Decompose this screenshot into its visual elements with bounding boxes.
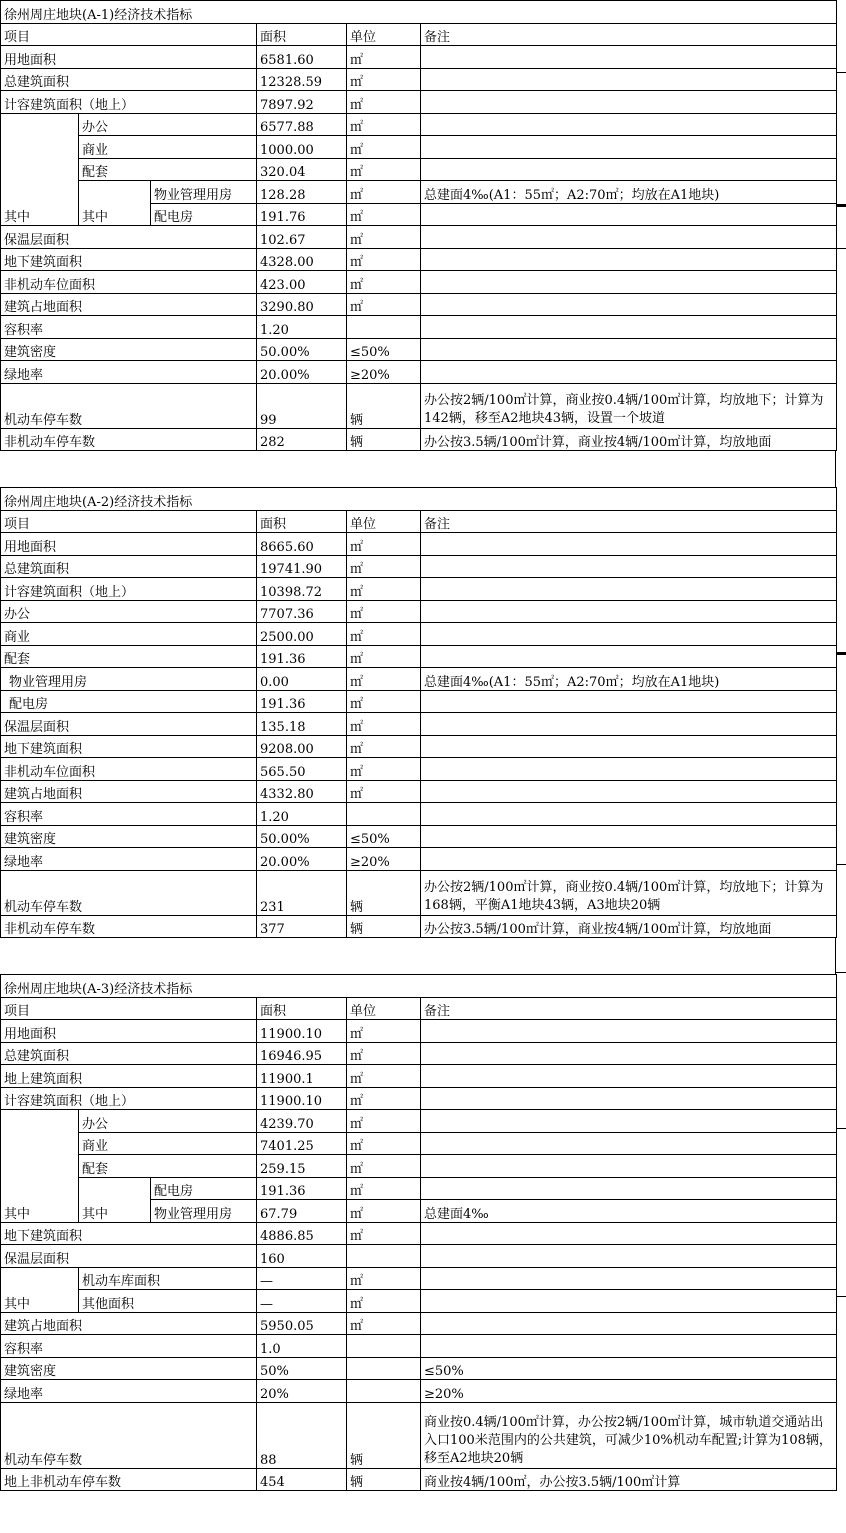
table-title: 徐州周庄地块(A-2)经济技术指标: [1, 488, 837, 511]
table-a2: [0, 487, 837, 938]
table-row: 计容建筑面积（地上） 7897.92 ㎡: [1, 91, 837, 114]
table-row: 商业 2500.00 ㎡: [1, 623, 837, 646]
header-area: 面积: [257, 23, 347, 46]
table-row: 商业 1000.00 ㎡: [1, 136, 837, 159]
edge-tick: [836, 248, 846, 249]
table-row: 其中 办公 4239.70 ㎡: [1, 1110, 837, 1133]
table-row: 其他面积 — ㎡: [1, 1290, 837, 1313]
table-a3: [0, 974, 837, 1491]
table-row: 地上非机动车停车数 454 辆 商业按4辆/100㎡，办公按3.5辆/100㎡计算: [1, 1468, 837, 1491]
table-row: 绿地率 20.00% ≥20%: [1, 361, 837, 384]
table-row: 建筑密度 50.00% ≤50%: [1, 825, 837, 848]
header-item: 项目: [1, 997, 257, 1020]
table-row: 绿地率 20% ≥20%: [1, 1380, 837, 1403]
table-row: 机动车停车数 88 辆 商业按0.4辆/100㎡计算，办公按2辆/100㎡计算，城市轨道交通站出入口100米范围内的公共建筑，可减少10%机动车配置;计算为108辆，移至A2地块20辆: [1, 1402, 837, 1468]
table-row: 物业管理用房 0.00 ㎡ 总建面4‰(A1：55㎡；A2:70㎡；均放在A1地块): [1, 668, 837, 691]
table-row: 总建筑面积 19741.90 ㎡: [1, 555, 837, 578]
table-row: 保温层面积 135.18 ㎡: [1, 713, 837, 736]
table-row: 其中 办公 6577.88 ㎡: [1, 113, 837, 136]
header-row: [1, 510, 837, 533]
edge-tick: [836, 1296, 846, 1297]
table-row: 用地面积 8665.60 ㎡: [1, 533, 837, 556]
header-note: 备注: [421, 997, 837, 1020]
header-row: [1, 997, 837, 1020]
table-row: 建筑占地面积 4332.80 ㎡: [1, 780, 837, 803]
table-row: 配套 320.04 ㎡: [1, 158, 837, 181]
table-row: 计容建筑面积（地上） 10398.72 ㎡: [1, 578, 837, 601]
table-row: 保温层面积 102.67 ㎡: [1, 226, 837, 249]
table-row: 商业 7401.25 ㎡: [1, 1132, 837, 1155]
header-note: 备注: [421, 23, 837, 46]
table-row: 地下建筑面积 9208.00 ㎡: [1, 735, 837, 758]
header-unit: 单位: [347, 23, 421, 46]
header-item: 项目: [1, 23, 257, 46]
table-row: 容积率 1.20: [1, 316, 837, 339]
table-row: 用地面积 11900.10 ㎡: [1, 1020, 837, 1043]
table-row: 计容建筑面积（地上） 11900.10 ㎡: [1, 1087, 837, 1110]
header-item: 项目: [1, 510, 257, 533]
table-row: 配电房 191.76 ㎡: [1, 203, 837, 226]
table-row: 容积率 1.0: [1, 1335, 837, 1358]
header-row: [1, 23, 837, 46]
edge-tick: [836, 864, 846, 865]
table-row: 容积率 1.20: [1, 803, 837, 826]
table-row: 建筑密度 50% ≤50%: [1, 1357, 837, 1380]
header-area: 面积: [257, 997, 347, 1020]
table-row: 地下建筑面积 4328.00 ㎡: [1, 248, 837, 271]
table-row: 配套 191.36 ㎡: [1, 645, 837, 668]
table-row: 保温层面积 160: [1, 1245, 837, 1268]
table-row: 其中 物业管理用房 128.28 ㎡ 总建面4‰(A1：55㎡；A2:70㎡；均放在A1地块): [1, 181, 837, 204]
table-title: 徐州周庄地块(A-1)经济技术指标: [1, 1, 837, 24]
table-row: 非机动车位面积 565.50 ㎡: [1, 758, 837, 781]
header-area: 面积: [257, 510, 347, 533]
table-row: 配电房 191.36 ㎡: [1, 690, 837, 713]
table-row: 建筑占地面积 3290.80 ㎡: [1, 293, 837, 316]
section-gap: [0, 938, 836, 974]
group-label: 其中: [79, 1177, 151, 1222]
group-label: 其中: [1, 1110, 79, 1223]
table-row: 机动车停车数 99 辆 办公按2辆/100㎡计算，商业按0.4辆/100㎡计算，均放地下；计算为142辆，移至A2地块43辆，设置一个坡道: [1, 383, 837, 428]
edge-tick: [836, 72, 846, 73]
edge-tick: [836, 204, 846, 207]
table-row: 用地面积 6581.60 ㎡: [1, 46, 837, 69]
table-row: 机动车停车数 231 辆 办公按2辆/100㎡计算，商业按0.4辆/100㎡计算，均放地下；计算为168辆，平衡A1地块43辆，A3地块20辆: [1, 870, 837, 915]
header-unit: 单位: [347, 997, 421, 1020]
table-row: 非机动车位面积 423.00 ㎡: [1, 271, 837, 294]
group-label: 其中: [79, 181, 151, 226]
table-row: 其中 机动车库面积 — ㎡: [1, 1267, 837, 1290]
table-row: 物业管理用房 67.79 ㎡ 总建面4‰: [1, 1200, 837, 1223]
edge-tick: [836, 1128, 846, 1129]
section-gap: [0, 451, 836, 487]
table-row: 配套 259.15 ㎡: [1, 1155, 837, 1178]
table-row: 非机动车停车数 377 辆 办公按3.5辆/100㎡计算，商业按4辆/100㎡计算，均放地面: [1, 915, 837, 938]
table-title: 徐州周庄地块(A-3)经济技术指标: [1, 975, 837, 998]
table-row: 其中 配电房 191.36 ㎡: [1, 1177, 837, 1200]
table-row: 总建筑面积 16946.95 ㎡: [1, 1042, 837, 1065]
table-row: 建筑占地面积 5950.05 ㎡: [1, 1312, 837, 1335]
table-row: 地下建筑面积 4886.85 ㎡: [1, 1222, 837, 1245]
group-label: 其中: [1, 1267, 79, 1312]
table-row: 总建筑面积 12328.59 ㎡: [1, 68, 837, 91]
table-row: 绿地率 20.00% ≥20%: [1, 848, 837, 871]
table-row: 办公 7707.36 ㎡: [1, 600, 837, 623]
table-a1: [0, 0, 837, 451]
header-note: 备注: [421, 510, 837, 533]
header-unit: 单位: [347, 510, 421, 533]
group-label: 其中: [1, 113, 79, 226]
table-row: 非机动车停车数 282 辆 办公按3.5辆/100㎡计算，商业按4辆/100㎡计算，均放地面: [1, 428, 837, 451]
table-row: 建筑密度 50.00% ≤50%: [1, 338, 837, 361]
edge-tick: [836, 972, 846, 973]
table-row: 地上建筑面积 11900.1 ㎡: [1, 1065, 837, 1088]
edge-tick: [836, 652, 846, 655]
